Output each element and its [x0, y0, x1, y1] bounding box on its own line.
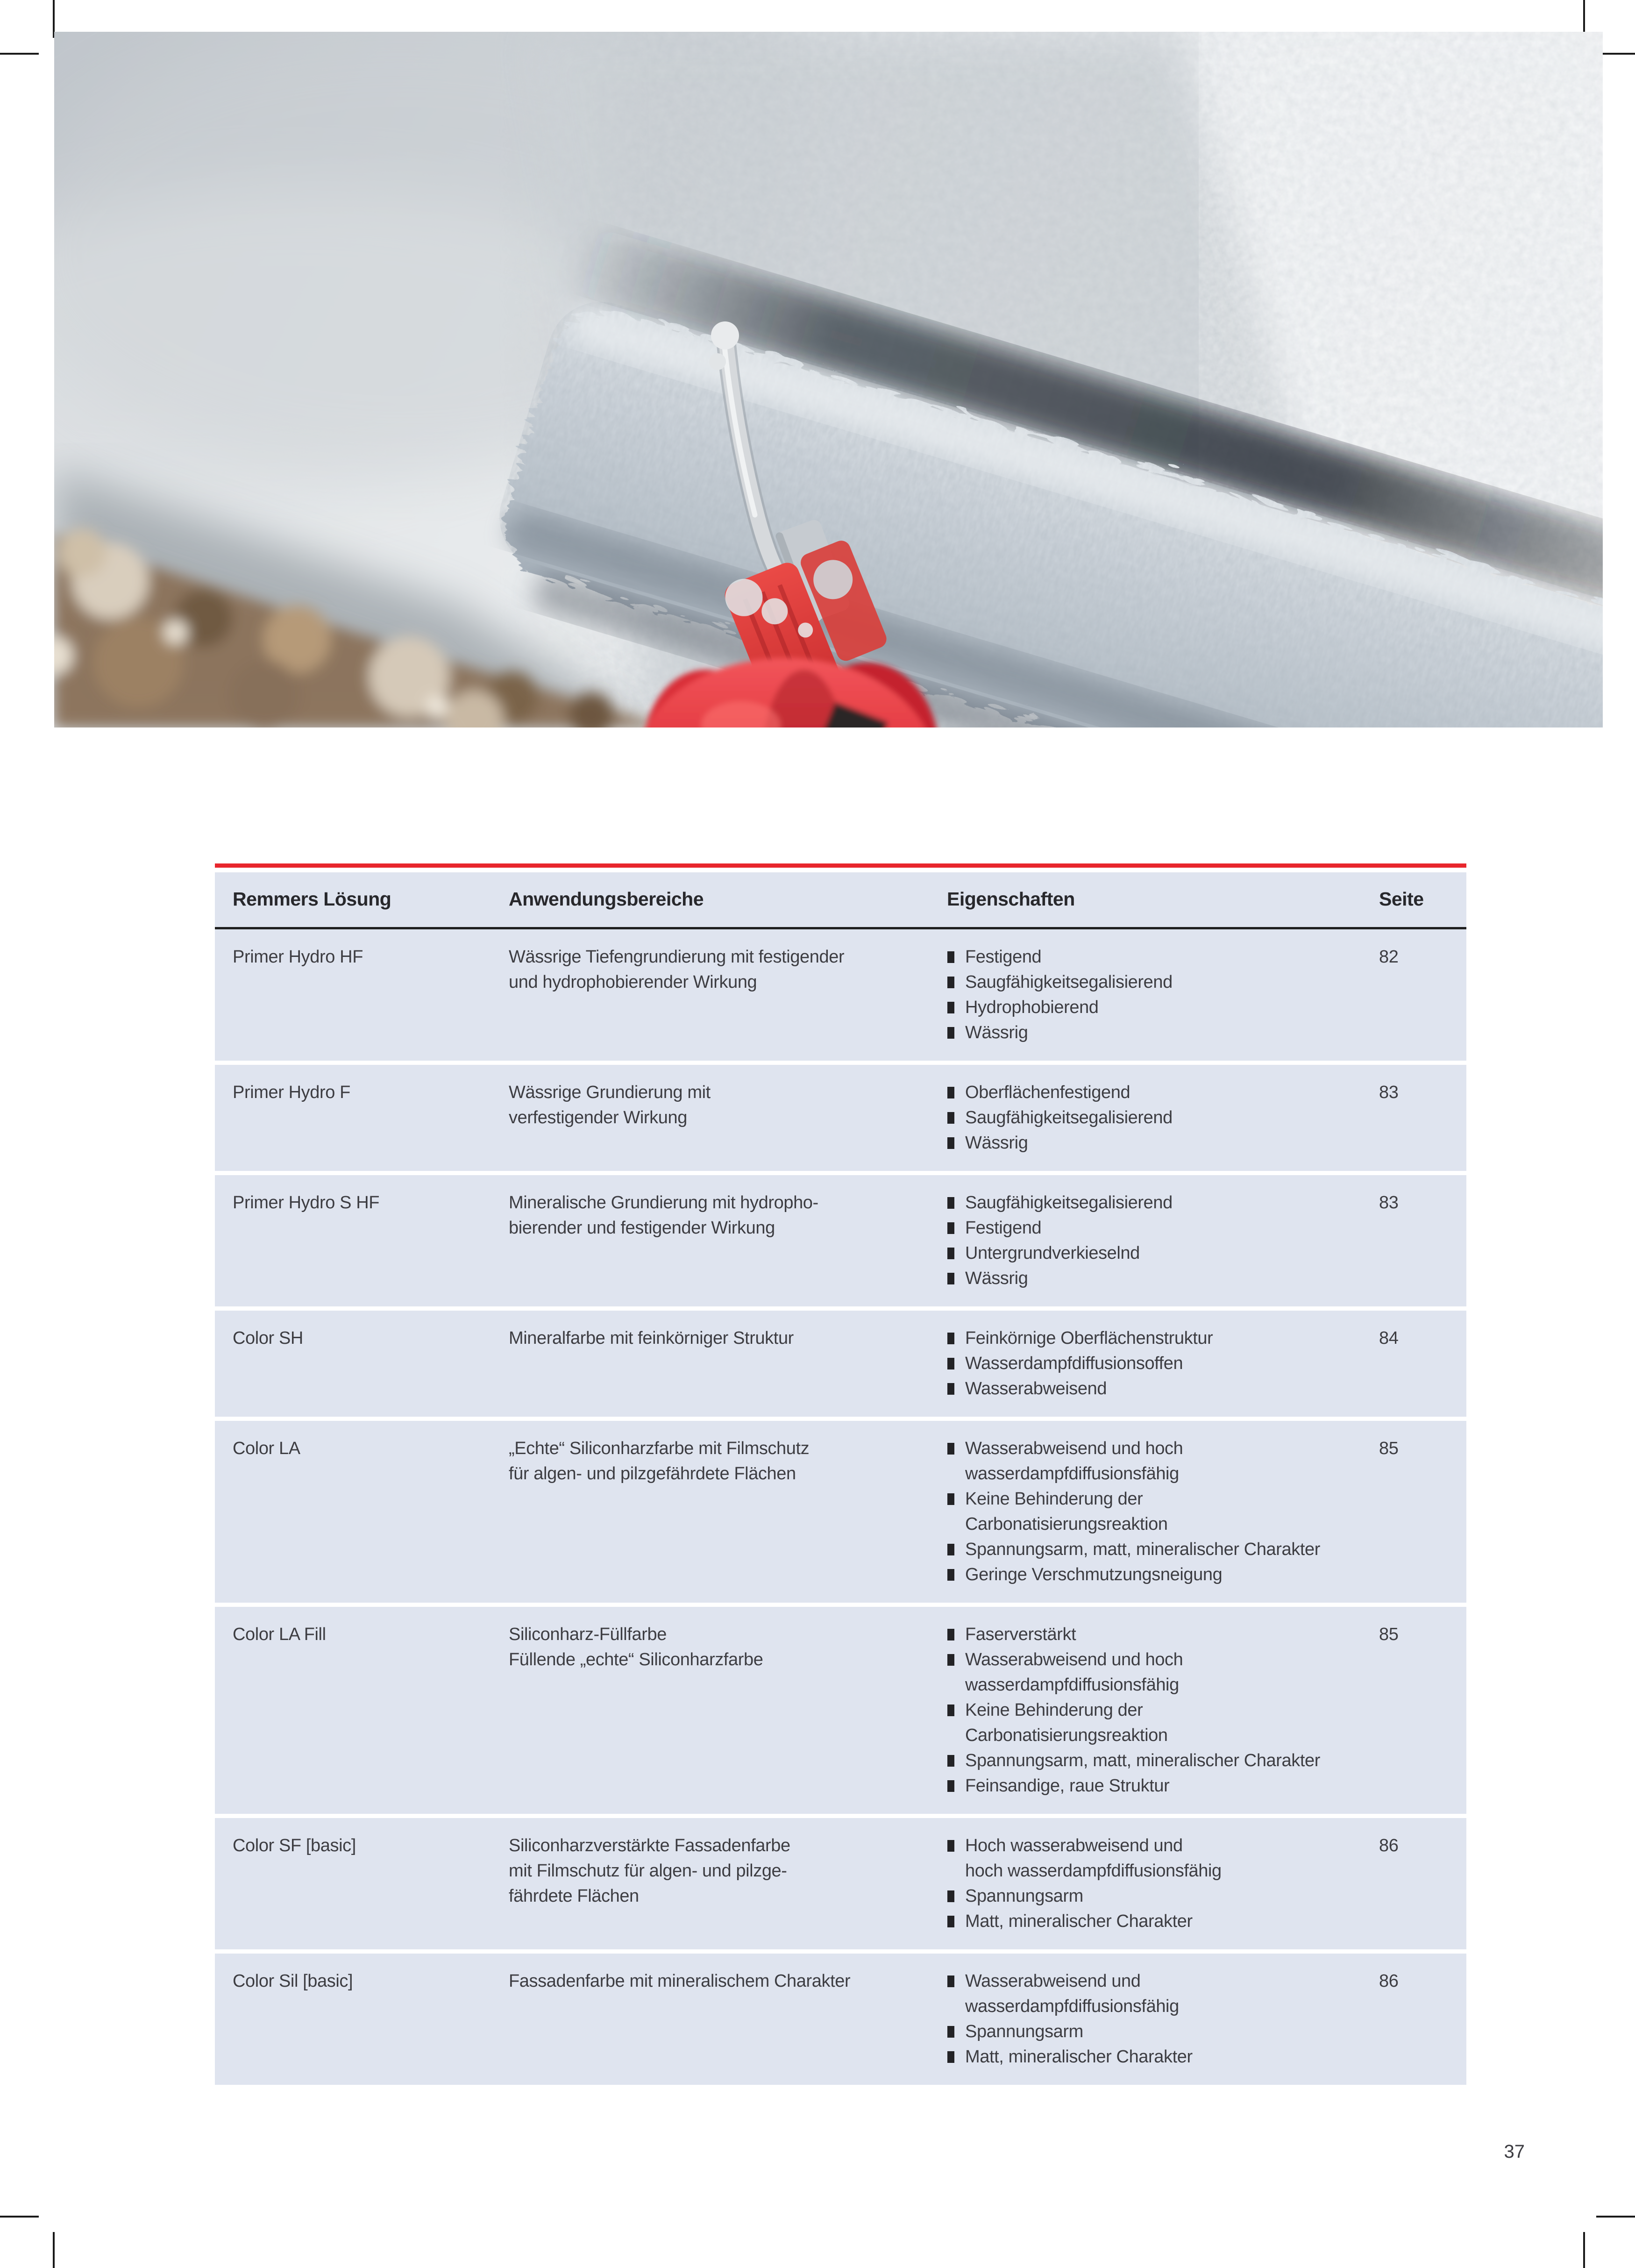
page-reference: 86: [1379, 1971, 1399, 1991]
product-name: Color LA: [233, 1439, 300, 1458]
property-item: [947, 1105, 1379, 1130]
property-line: Wässrig: [965, 1023, 1028, 1042]
crop-mark-icon: [0, 53, 39, 55]
property-line: Spannungsarm, matt, mineralischer Charakter: [965, 1751, 1321, 1770]
property-line: Festigend: [965, 1218, 1042, 1238]
application-line: Füllende „echte“ Siliconharzfarbe: [509, 1650, 763, 1669]
property-item: [947, 1968, 1379, 2019]
application-line: „Echte“ Siliconharzfarbe mit Filmschutz: [509, 1439, 810, 1458]
application-line: Mineralfarbe mit feinkörniger Struktur: [509, 1328, 794, 1348]
property-item: [947, 2019, 1379, 2044]
property-line: Wässrig: [965, 1133, 1028, 1153]
bullet-square-icon: [947, 1654, 954, 1666]
bullet-square-icon: [947, 1443, 954, 1455]
property-line: Festigend: [965, 947, 1042, 967]
application-cell: [509, 1326, 947, 1401]
property-line: Matt, mineralischer Charakter: [965, 1911, 1193, 1931]
page-reference: 85: [1379, 1439, 1399, 1458]
column-header-solution: Remmers Lösung: [233, 888, 391, 910]
property-line: Wasserdampfdiffusionsoffen: [965, 1354, 1183, 1373]
property-line: Carbonatisierungsreaktion: [965, 1726, 1168, 1745]
bullet-square-icon: [947, 1493, 954, 1505]
property-item: [947, 1020, 1379, 1045]
application-line: verfestigender Wirkung: [509, 1108, 687, 1127]
properties-cell: [947, 1622, 1379, 1798]
application-line: Siliconharz-Füllfarbe: [509, 1625, 667, 1644]
properties-cell: [947, 1833, 1379, 1934]
bullet-square-icon: [947, 1248, 954, 1259]
page-reference: 83: [1379, 1083, 1399, 1102]
bullet-square-icon: [947, 1222, 954, 1234]
page-reference: 82: [1379, 947, 1399, 967]
property-line: Spannungsarm: [965, 2022, 1083, 2041]
bullet-square-icon: [947, 2026, 954, 2038]
property-line: Wasserabweisend und: [965, 1971, 1141, 1991]
bullet-square-icon: [947, 1273, 954, 1284]
product-name: Primer Hydro S HF: [233, 1193, 380, 1212]
application-cell: [509, 1436, 947, 1587]
product-name: Primer Hydro F: [233, 1083, 350, 1102]
property-line: Feinkörnige Oberflächenstruktur: [965, 1328, 1213, 1348]
properties-cell: [947, 1436, 1379, 1587]
property-item: [947, 1909, 1379, 1934]
property-item: [947, 1537, 1379, 1562]
bullet-square-icon: [947, 1629, 954, 1640]
property-item: [947, 995, 1379, 1020]
product-name: Primer Hydro HF: [233, 947, 363, 967]
bullet-square-icon: [947, 1383, 954, 1395]
table-row: [215, 929, 1466, 1061]
property-line: Saugfähigkeitsegalisierend: [965, 972, 1173, 992]
crop-mark-icon: [1583, 2232, 1585, 2268]
property-line: Untergrundverkieselnd: [965, 1243, 1140, 1263]
bullet-square-icon: [947, 1569, 954, 1581]
property-line: Spannungsarm: [965, 1886, 1083, 1906]
application-line: für algen- und pilzgefährdete Flächen: [509, 1464, 796, 1483]
property-item: [947, 1326, 1379, 1351]
column-header-page: Seite: [1379, 888, 1424, 910]
table-row: [215, 1065, 1466, 1171]
product-name: Color Sil [basic]: [233, 1971, 353, 1991]
table-row: [215, 1607, 1466, 1814]
page-number: 37: [1504, 2141, 1525, 2162]
property-item: [947, 1241, 1379, 1266]
property-item: [947, 2044, 1379, 2069]
property-item: [947, 1080, 1379, 1105]
property-item: [947, 1215, 1379, 1241]
product-table: [215, 863, 1466, 2085]
bullet-square-icon: [947, 1755, 954, 1767]
bullet-square-icon: [947, 1358, 954, 1369]
bullet-square-icon: [947, 1137, 954, 1149]
bullet-square-icon: [947, 1840, 954, 1852]
property-item: [947, 1351, 1379, 1376]
properties-cell: [947, 944, 1379, 1045]
crop-mark-icon: [1596, 2216, 1635, 2218]
application-line: mit Filmschutz für algen- und pilzge-: [509, 1861, 787, 1881]
paint-roller-illustration: [54, 32, 1603, 727]
application-line: Mineralische Grundierung mit hydropho-: [509, 1193, 818, 1212]
paint-roller-photo: [54, 32, 1603, 727]
application-line: Wässrige Grundierung mit: [509, 1083, 711, 1102]
properties-cell: [947, 1080, 1379, 1155]
page-reference: 85: [1379, 1625, 1399, 1644]
bullet-square-icon: [947, 1976, 954, 1987]
application-cell: [509, 1833, 947, 1934]
table-row: [215, 1175, 1466, 1306]
property-line: Hydrophobierend: [965, 998, 1099, 1017]
bullet-square-icon: [947, 1002, 954, 1013]
page-reference: 83: [1379, 1193, 1399, 1212]
bullet-square-icon: [947, 1705, 954, 1716]
column-header-properties: Eigenschaften: [947, 888, 1075, 910]
application-cell: [509, 944, 947, 1045]
property-line: Faserverstärkt: [965, 1625, 1076, 1644]
application-line: Wässrige Tiefengrundierung mit festigender: [509, 947, 845, 967]
application-cell: [509, 1968, 947, 2069]
application-line: Siliconharzverstärkte Fassadenfarbe: [509, 1836, 790, 1855]
bullet-square-icon: [947, 1197, 954, 1209]
page-reference: 86: [1379, 1836, 1399, 1855]
application-line: fährdete Flächen: [509, 1886, 639, 1906]
table-row: [215, 1311, 1466, 1417]
bullet-square-icon: [947, 1916, 954, 1927]
property-line: Wasserabweisend: [965, 1379, 1107, 1398]
property-item: [947, 1562, 1379, 1587]
properties-cell: [947, 1968, 1379, 2069]
property-item: [947, 1883, 1379, 1909]
property-line: Matt, mineralischer Charakter: [965, 2047, 1193, 2067]
table-row: [215, 1818, 1466, 1949]
application-cell: [509, 1622, 947, 1798]
page-reference: 84: [1379, 1328, 1399, 1348]
property-item: [947, 1266, 1379, 1291]
application-line: und hydrophobierender Wirkung: [509, 972, 757, 992]
property-line: Feinsandige, raue Struktur: [965, 1776, 1170, 1796]
application-cell: [509, 1190, 947, 1291]
bullet-square-icon: [947, 1780, 954, 1792]
property-line: Saugfähigkeitsegalisierend: [965, 1108, 1173, 1127]
bullet-square-icon: [947, 1890, 954, 1902]
crop-mark-icon: [0, 2216, 39, 2218]
property-item: [947, 1748, 1379, 1773]
bullet-square-icon: [947, 977, 954, 988]
property-line: Keine Behinderung der: [965, 1700, 1143, 1720]
property-line: Wasserabweisend und hoch: [965, 1650, 1183, 1669]
property-item: [947, 970, 1379, 995]
property-line: Wasserabweisend und hoch: [965, 1439, 1183, 1458]
bullet-square-icon: [947, 1027, 954, 1039]
properties-cell: [947, 1190, 1379, 1291]
bullet-square-icon: [947, 951, 954, 963]
property-item: [947, 1190, 1379, 1215]
bullet-square-icon: [947, 1544, 954, 1555]
product-name: Color LA Fill: [233, 1625, 326, 1644]
application-line: Fassadenfarbe mit mineralischem Charakter: [509, 1971, 851, 1991]
property-line: wasserdampfdiffusionsfähig: [965, 1997, 1179, 2016]
property-item: [947, 1436, 1379, 1486]
property-line: wasserdampfdiffusionsfähig: [965, 1675, 1179, 1695]
properties-cell: [947, 1326, 1379, 1401]
property-item: [947, 1622, 1379, 1647]
property-line: Hoch wasserabweisend und: [965, 1836, 1183, 1855]
bullet-square-icon: [947, 1333, 954, 1344]
application-cell: [509, 1080, 947, 1155]
property-line: Saugfähigkeitsegalisierend: [965, 1193, 1173, 1212]
property-line: Wässrig: [965, 1269, 1028, 1288]
property-line: Carbonatisierungsreaktion: [965, 1514, 1168, 1534]
property-line: Oberflächenfestigend: [965, 1083, 1130, 1102]
product-name: Color SH: [233, 1328, 303, 1348]
property-item: [947, 1376, 1379, 1401]
property-line: hoch wasserdampfdiffusionsfähig: [965, 1861, 1222, 1881]
crop-mark-icon: [53, 2232, 55, 2268]
property-item: [947, 1697, 1379, 1748]
table-accent-bar: [215, 863, 1466, 868]
property-item: [947, 1833, 1379, 1883]
table-row: [215, 1421, 1466, 1603]
bullet-square-icon: [947, 1112, 954, 1124]
property-line: Spannungsarm, matt, mineralischer Charakter: [965, 1540, 1321, 1559]
property-item: [947, 1773, 1379, 1798]
table-header-row: [215, 872, 1466, 929]
table-body: [215, 929, 1466, 2085]
property-item: [947, 1647, 1379, 1697]
property-line: wasserdampfdiffusionsfähig: [965, 1464, 1179, 1483]
property-item: [947, 1130, 1379, 1155]
application-line: bierender und festigender Wirkung: [509, 1218, 775, 1238]
property-item: [947, 944, 1379, 970]
property-item: [947, 1486, 1379, 1537]
table-row: [215, 1954, 1466, 2085]
bullet-square-icon: [947, 2051, 954, 2063]
property-line: Geringe Verschmutzungsneigung: [965, 1565, 1223, 1584]
column-header-application: Anwendungsbereiche: [509, 888, 704, 910]
bullet-square-icon: [947, 1087, 954, 1098]
product-name: Color SF [basic]: [233, 1836, 356, 1855]
property-line: Keine Behinderung der: [965, 1489, 1143, 1509]
